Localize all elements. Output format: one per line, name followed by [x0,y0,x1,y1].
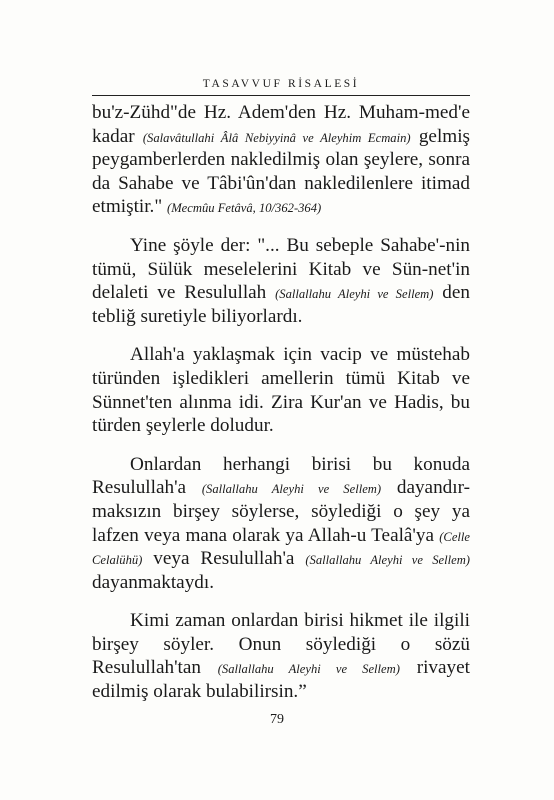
honorific-note: (Sallallahu Aleyhi ve Sellem) [305,553,470,568]
honorific-note: (Celle Celalühü) [92,529,470,568]
paragraph-text: dayandır-maksızın birşey söylerse, söylediği o şey ya lafzen veya mana olarak ya Allah-u Tealâ'ya [92,477,470,546]
honorific-note: (Mecmûu Fetâvâ, 10/362-364) [167,201,322,216]
honorific-note: (Sallallahu Aleyhi ve Sellem) [217,662,400,677]
honorific-note: (Salavâtullahi Âlâ Nebiyyinâ ve Aleyhim Ecmain) [142,130,411,145]
running-header: TASAVVUF RİSALESİ [202,78,360,90]
paragraph [92,234,470,328]
page-body [92,101,470,719]
paragraph-text: rivayet edilmiş olarak bulabilirsin.” [92,657,470,703]
paragraph [92,609,470,703]
paragraph-text: dayanmaktaydı. [92,571,215,593]
paragraph-text: veya Resulullah'a [142,548,306,570]
paragraph-text: bu'z-Zühd"de Hz. Adem'den Hz. Muham-med'e kadar [92,102,470,147]
paragraph [92,101,470,219]
paragraph-text: Allah'a yaklaşmak için vacip ve müstehab türünden işledikleri amellerin tümü Kitab ve Sünnet'ten alınma idi. Zira Kur'an ve Hadis, bu türden şeylerle doludur. [92,344,470,437]
header-rule [92,95,470,96]
honorific-note: (Sallallahu Aleyhi ve Sellem) [201,482,382,497]
honorific-note: (Sallallahu Aleyhi ve Sellem) [275,287,434,302]
paragraph-text: Yine şöyle der: "... Bu sebeple Sahabe'-nin tümü, Sülük meselelerini Kitab ve Sün-net'in delaleti ve Resulullah [92,234,470,304]
paragraph [92,343,470,437]
paragraph [92,453,470,595]
paragraph-text: den tebliğ suretiyle biliyorlardı. [92,282,470,327]
paragraph-text: gelmiş peygamberlerden nakledilmiş olan şeylere, sonra da Sahabe ve Tâbi'ûn'dan nakledilenlere itimad etmiştir." [92,125,470,218]
page-number: 79 [270,712,284,727]
paragraph-text: Onlardan herhangi birisi bu konuda Resulullah'a [92,453,470,499]
paragraph-text: Kimi zaman onlardan birisi hikmet ile ilgili birşey söyler. Onun söylediği o sözü Resulullah'tan [92,610,470,679]
